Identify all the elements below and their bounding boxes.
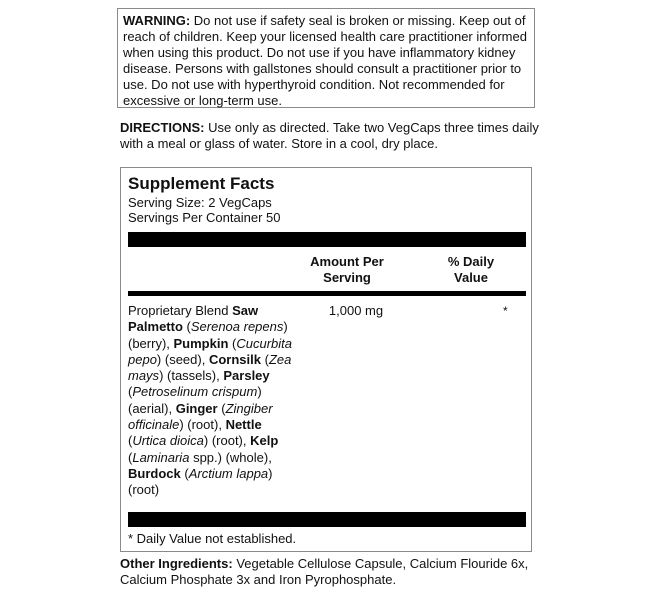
supplement-facts-title: Supplement Facts <box>128 174 275 193</box>
directions-text: Use only as directed. Take two VegCaps three times daily with a meal or glass of water. Store in a cool, dry place. <box>120 120 539 151</box>
serving-info <box>128 195 280 225</box>
thick-divider-top <box>128 232 526 247</box>
other-ingredients-text: Vegetable Cellulose Capsule, Calcium Flouride 6x, Calcium Phosphate 3x and Iron Pyrophosphate. <box>120 556 529 587</box>
other-ingredients-label: Other Ingredients: <box>120 556 233 571</box>
warning-text: Do not use if safety seal is broken or missing. Keep out of reach of children. Keep your licensed health care practitioner informed when using this product. Do not use if you have inflammatory kidney disease. Persons with gallstones should consult a practitioner prior to use. Do not use with hyperthyroid condition. Not recommended for excessive or long-term use. <box>123 13 527 108</box>
blend-amount: 1,000 mg <box>328 303 384 318</box>
warning-box <box>117 8 535 108</box>
other-ingredients-section <box>120 556 540 588</box>
blend-daily-value: * <box>503 304 508 318</box>
servings-per-container: Servings Per Container 50 <box>128 210 281 225</box>
supplement-facts-panel <box>120 167 532 552</box>
thick-divider-bottom <box>128 512 526 527</box>
directions-section <box>120 120 540 152</box>
daily-value-header: % Daily Value <box>447 254 495 285</box>
serving-size: Serving Size: 2 VegCaps <box>128 195 272 210</box>
warning-label: WARNING: <box>123 13 191 28</box>
directions-label: DIRECTIONS: <box>120 120 205 135</box>
amount-per-serving-header: Amount Per Serving <box>310 254 384 285</box>
medium-divider <box>128 291 526 296</box>
daily-value-footnote: * Daily Value not established. <box>128 531 297 546</box>
proprietary-blend-ingredients: Proprietary Blend Saw Palmetto (Serenoa repens) (berry), Pumpkin (Cucurbita pepo) (seed), Cornsilk (Zea mays) (tassels), Parsley (Petroselinum crispum) (aerial), Ginger (Zingiber officinale) (root), Nettle (Urtica dioica) (root), Kelp (Laminaria spp.) (whole), Burdock (Arctium lappa) (root) <box>128 303 293 498</box>
blend-name: Proprietary Blend <box>128 303 229 318</box>
